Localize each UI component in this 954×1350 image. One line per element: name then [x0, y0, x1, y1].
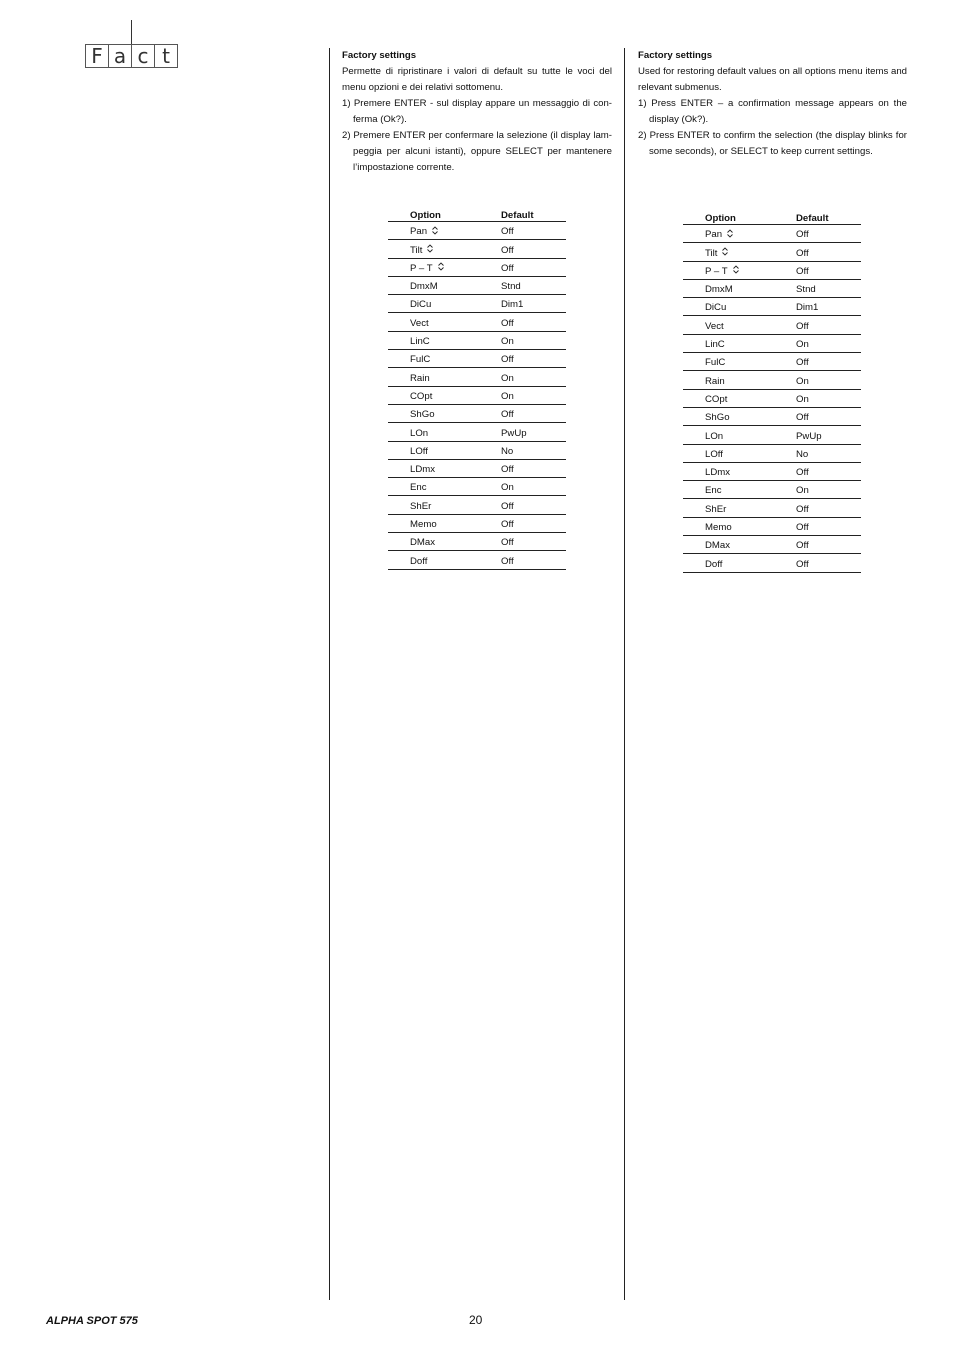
options-table-italian	[388, 207, 566, 570]
table-row	[388, 514, 566, 532]
default-cell: Off	[774, 225, 861, 243]
table-row	[683, 462, 861, 480]
default-cell: Off	[774, 536, 861, 554]
default-header: Default	[479, 207, 566, 222]
column-divider	[624, 48, 625, 1300]
option-cell	[388, 459, 479, 477]
default-cell: No	[479, 441, 566, 459]
option-label: LOff	[410, 445, 428, 457]
table-row	[388, 386, 566, 404]
option-cell	[388, 313, 479, 331]
default-cell: On	[774, 481, 861, 499]
table-row	[683, 407, 861, 425]
table-row	[683, 426, 861, 444]
default-cell: Stnd	[774, 279, 861, 297]
option-cell	[683, 554, 774, 572]
default-cell: Off	[479, 222, 566, 240]
table-header-row	[683, 210, 861, 225]
table-row	[683, 554, 861, 572]
display-char: c	[132, 45, 155, 67]
table-row	[683, 517, 861, 535]
default-cell: PwUp	[479, 423, 566, 441]
option-cell	[683, 536, 774, 554]
default-cell: Off	[774, 353, 861, 371]
up-down-arrow-icon	[427, 244, 433, 253]
step-2: 2) Premere ENTER per confermare la selezione (il display lam-peggia per alcuni istanti), oppure SELECT per mantenere l’impostazione corrente.	[342, 130, 612, 173]
table-header-row	[388, 207, 566, 222]
default-cell: Off	[479, 496, 566, 514]
table-row	[388, 441, 566, 459]
option-label: DiCu	[410, 299, 432, 311]
table-row	[388, 313, 566, 331]
default-cell: Off	[479, 404, 566, 422]
display-readout	[85, 44, 178, 68]
table-row	[388, 551, 566, 569]
table-row	[683, 481, 861, 499]
option-label: DiCu	[705, 302, 727, 314]
option-label: Vect	[705, 320, 724, 332]
option-cell	[388, 551, 479, 569]
display-char: t	[162, 44, 170, 68]
table-row	[388, 276, 566, 294]
option-label: Doff	[705, 558, 723, 570]
table-row	[683, 536, 861, 554]
option-cell	[388, 276, 479, 294]
display-char: F	[86, 45, 109, 67]
option-label: Doff	[410, 555, 428, 567]
option-label: DMax	[705, 540, 731, 552]
option-label: LOff	[705, 448, 723, 460]
option-cell	[683, 316, 774, 334]
table-row	[683, 243, 861, 261]
option-label: P – T	[410, 262, 433, 274]
table-row	[388, 368, 566, 386]
option-cell	[683, 517, 774, 535]
option-cell	[683, 462, 774, 480]
option-cell	[388, 222, 479, 240]
default-cell: Off	[479, 258, 566, 276]
table-row	[388, 350, 566, 368]
option-cell	[388, 386, 479, 404]
option-cell	[683, 334, 774, 352]
option-label: DmxM	[410, 281, 438, 293]
option-label: Rain	[705, 375, 725, 387]
option-cell	[388, 496, 479, 514]
option-cell	[683, 243, 774, 261]
option-label: LOn	[410, 427, 429, 439]
table-row	[683, 499, 861, 517]
option-label: LDmx	[410, 464, 436, 476]
option-label: LinC	[410, 336, 430, 348]
default-cell: Dim1	[479, 295, 566, 313]
table-row	[388, 459, 566, 477]
option-label: Pan	[705, 229, 723, 241]
default-cell: Off	[774, 243, 861, 261]
option-cell	[683, 298, 774, 316]
option-label: LOn	[705, 430, 724, 442]
option-cell	[683, 279, 774, 297]
table-row	[388, 404, 566, 422]
option-cell	[388, 514, 479, 532]
option-label: Tilt	[410, 244, 423, 256]
default-cell: No	[774, 444, 861, 462]
default-cell: Off	[479, 240, 566, 258]
table-row	[388, 496, 566, 514]
option-cell	[388, 258, 479, 276]
option-cell	[388, 441, 479, 459]
section-intro: Used for restoring default values on all options menu items and relevant submenus.	[638, 66, 907, 93]
default-cell: Off	[774, 316, 861, 334]
option-label: P – T	[705, 265, 728, 277]
option-cell	[388, 478, 479, 496]
product-name: ALPHA SPOT 575	[46, 1315, 138, 1327]
option-label: Tilt	[705, 247, 718, 259]
section-title: Factory settings	[638, 50, 713, 61]
option-label: Enc	[705, 485, 722, 497]
option-label: ShGo	[705, 412, 730, 424]
default-cell: On	[479, 386, 566, 404]
table-row	[683, 316, 861, 334]
up-down-arrow-icon	[722, 247, 728, 256]
table-row	[388, 222, 566, 240]
option-label: LDmx	[705, 467, 731, 479]
option-label: ShEr	[410, 500, 432, 512]
default-cell: Stnd	[479, 276, 566, 294]
table-row	[683, 389, 861, 407]
option-label: ShGo	[410, 409, 435, 421]
option-label: LinC	[705, 339, 725, 351]
default-cell: Off	[774, 261, 861, 279]
default-cell: Off	[774, 407, 861, 425]
option-label: Enc	[410, 482, 427, 494]
table-row	[683, 353, 861, 371]
section-title: Factory settings	[342, 50, 417, 61]
option-cell	[683, 444, 774, 462]
table-row	[388, 331, 566, 349]
option-cell	[388, 404, 479, 422]
table-row	[388, 478, 566, 496]
options-table-english	[683, 210, 861, 573]
english-section	[638, 48, 907, 160]
option-label: ShEr	[705, 503, 727, 515]
table-row	[683, 334, 861, 352]
option-cell	[683, 389, 774, 407]
default-cell: Off	[479, 313, 566, 331]
table-row	[683, 298, 861, 316]
option-cell	[683, 481, 774, 499]
table-row	[388, 423, 566, 441]
option-label: DMax	[410, 537, 436, 549]
step-2: 2) Press ENTER to confirm the selection (the display blinks for some seconds), or SELECT to keep current settings.	[638, 130, 907, 157]
table-row	[683, 279, 861, 297]
section-intro: Permette di ripristinare i valori di default su tutte le voci del menu opzioni e dei relativi sottomenu.	[342, 66, 612, 93]
option-label: Memo	[410, 519, 437, 531]
step-1: 1) Press ENTER – a confirmation message appears on the display (Ok?).	[638, 98, 907, 125]
table-row	[388, 295, 566, 313]
up-down-arrow-icon	[733, 265, 739, 274]
table-row	[683, 444, 861, 462]
table-row	[388, 240, 566, 258]
default-cell: Off	[479, 459, 566, 477]
default-cell: Off	[774, 462, 861, 480]
option-cell	[388, 533, 479, 551]
default-cell: On	[479, 368, 566, 386]
default-cell: Off	[479, 350, 566, 368]
page-number: 20	[469, 1313, 483, 1327]
option-cell	[683, 371, 774, 389]
option-label: Rain	[410, 372, 430, 384]
option-cell	[683, 353, 774, 371]
option-cell	[388, 423, 479, 441]
option-cell	[683, 407, 774, 425]
column-divider	[329, 48, 330, 1300]
table-row	[388, 258, 566, 276]
italian-section	[342, 48, 612, 176]
option-label: DmxM	[705, 284, 733, 296]
option-label: Memo	[705, 522, 732, 534]
up-down-arrow-icon	[727, 228, 733, 237]
option-label: FulC	[705, 357, 726, 369]
option-label: Pan	[410, 226, 428, 238]
step-1: 1) Premere ENTER - sul display appare un messaggio di con-ferma (Ok?).	[342, 98, 612, 125]
default-cell: Off	[479, 551, 566, 569]
default-cell: Off	[479, 514, 566, 532]
option-cell	[388, 240, 479, 258]
option-label: Vect	[410, 317, 429, 329]
option-cell	[683, 499, 774, 517]
default-cell: On	[774, 334, 861, 352]
display-char: a	[109, 45, 132, 67]
option-cell	[683, 225, 774, 243]
option-cell	[683, 261, 774, 279]
table-row	[683, 261, 861, 279]
option-cell	[388, 295, 479, 313]
default-cell: Off	[774, 499, 861, 517]
table-row	[683, 371, 861, 389]
option-header: Option	[388, 207, 479, 222]
up-down-arrow-icon	[438, 262, 444, 271]
option-cell	[388, 331, 479, 349]
table-row	[683, 225, 861, 243]
option-cell	[388, 368, 479, 386]
default-header: Default	[774, 210, 861, 225]
default-cell: Off	[479, 533, 566, 551]
option-cell	[388, 350, 479, 368]
default-cell: On	[774, 371, 861, 389]
default-cell: Dim1	[774, 298, 861, 316]
option-label: COpt	[705, 393, 728, 405]
default-cell: On	[479, 478, 566, 496]
default-cell: Off	[774, 554, 861, 572]
option-header: Option	[683, 210, 774, 225]
default-cell: On	[774, 389, 861, 407]
option-label: COpt	[410, 390, 433, 402]
default-cell: Off	[774, 517, 861, 535]
up-down-arrow-icon	[432, 225, 438, 234]
table-row	[388, 533, 566, 551]
default-cell: On	[479, 331, 566, 349]
default-cell: PwUp	[774, 426, 861, 444]
option-label: FulC	[410, 354, 431, 366]
option-cell	[683, 426, 774, 444]
